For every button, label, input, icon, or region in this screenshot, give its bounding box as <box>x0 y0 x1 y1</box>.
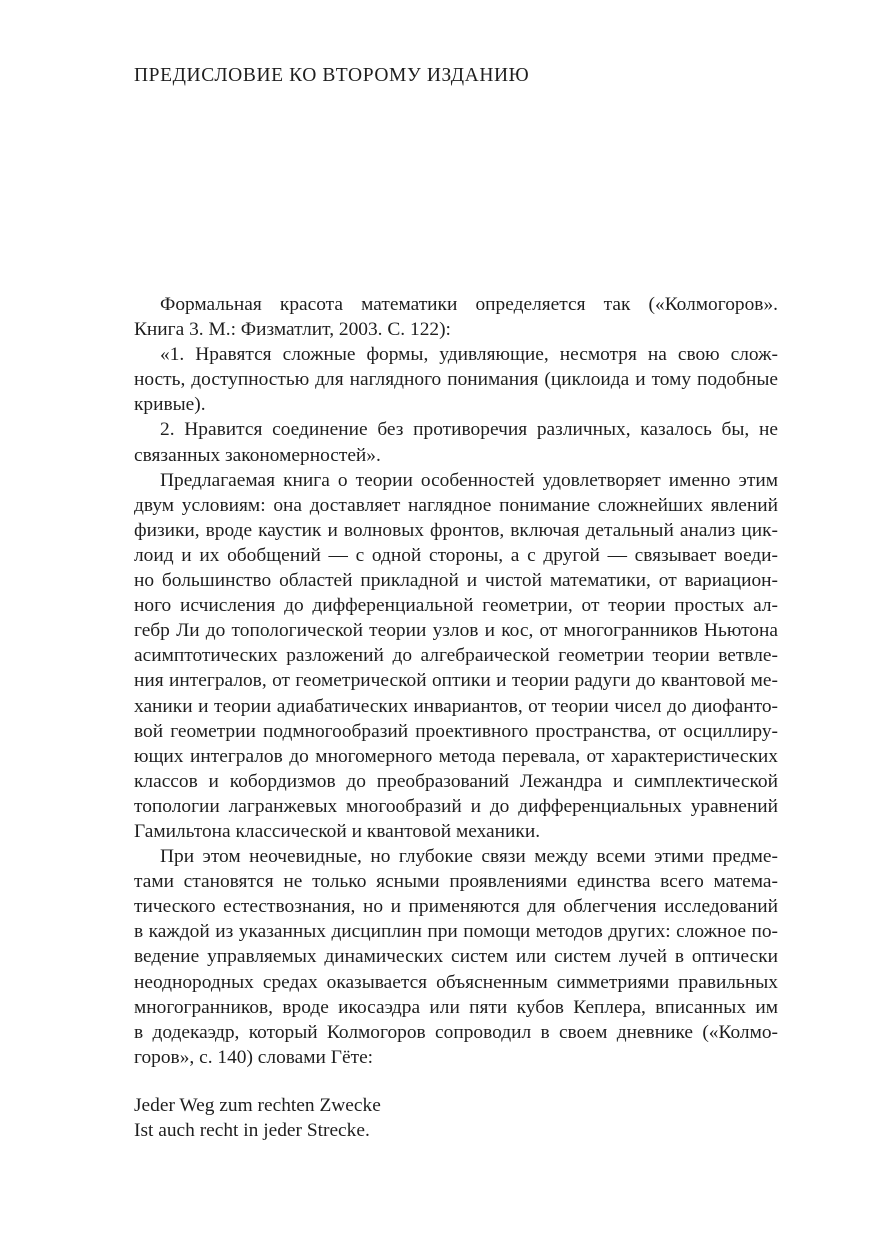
text-line: горов», с. 140) словами Гёте: <box>134 1046 374 1068</box>
text-line: При этом неочевидные, но глубокие связи между всеми этими предме- <box>160 846 778 868</box>
text-line: 2. Нравится соединение без противоречия различных, казалось бы, не <box>160 419 778 441</box>
text-line: двум условиям: она доставляет наглядное понимание сложнейших явлений <box>134 494 778 516</box>
text-line: но большинство областей прикладной и чистой математики, от вариацион- <box>134 570 778 592</box>
text-line: лоид и их обобщений — с одной стороны, а с другой — связывает воеди- <box>134 544 778 566</box>
text-line: асимптотических разложений до алгебраической геометрии теории ветвле- <box>134 645 778 667</box>
text-line: гебр Ли до топологической теории узлов и кос, от многогранников Ньютона <box>134 620 778 642</box>
text-line: кривые). <box>134 394 206 416</box>
poem-quote <box>134 1093 381 1143</box>
text-line: ного исчисления до дифференциальной геометрии, от теории простых ал- <box>134 595 778 617</box>
text-line: Гамильтона классической и квантовой механики. <box>134 820 541 842</box>
text-line: физики, вроде каустик и волновых фронтов, включая детальный анализ цик- <box>134 519 778 541</box>
preface-body <box>134 292 778 1070</box>
text-line: ность, доступностью для наглядного понимания (циклоида и тому подобные <box>134 369 778 391</box>
text-line: в додекаэдр, который Колмогоров сопроводил в своем дневнике («Колмо- <box>134 1021 778 1043</box>
text-line: тического естествознания, но и применяются для облегчения исследований <box>134 896 778 918</box>
text-line: Формальная красота математики определяется так («Колмогоров». <box>160 294 778 315</box>
text-line: в каждой из указанных дисциплин при помощи методов других: сложное по- <box>134 921 778 943</box>
text-line: «1. Нравятся сложные формы, удивляющие, несмотря на свою слож- <box>160 344 778 366</box>
text-line: ющих интегралов до многомерного метода перевала, от характеристических <box>134 745 778 767</box>
paragraph <box>134 342 778 417</box>
paragraph <box>134 417 778 467</box>
text-line: ведение управляемых динамических систем или систем лучей в оптически <box>134 946 778 968</box>
text-line: тами становятся не только ясными проявлениями единства всего матема- <box>134 871 778 893</box>
text-line: связанных закономерностей». <box>134 444 381 466</box>
text-line: ханики и теории адиабатических инвариантов, от теории чисел до диофанто- <box>134 695 778 717</box>
text-line: классов и кобордизмов до преобразований Лежандра и симплектической <box>134 770 778 792</box>
text-line: Книга 3. М.: Физматлит, 2003. С. 122): <box>134 319 451 341</box>
text-line: неоднородных средах оказывается объясненным симметриями правильных <box>134 971 778 993</box>
text-line: топологии лагранжевых многообразий и до дифференциальных уравнений <box>134 795 778 817</box>
poem-line: Jeder Weg zum rechten Zwecke <box>134 1095 381 1116</box>
text-line: ния интегралов, от геометрической оптики и теории радуги до квантовой ме- <box>134 670 778 692</box>
paragraph <box>134 292 778 342</box>
paragraph <box>134 844 778 1070</box>
poem-line: Ist auch recht in jeder Strecke. <box>134 1120 370 1142</box>
text-line: вой геометрии подмногообразий проективного пространства, от осциллиру- <box>134 720 778 742</box>
text-line: Предлагаемая книга о теории особенностей удовлетворяет именно этим <box>160 469 778 491</box>
book-page <box>134 0 778 1240</box>
paragraph <box>134 468 778 844</box>
page-heading: ПРЕДИСЛОВИЕ КО ВТОРОМУ ИЗДАНИЮ <box>134 65 530 86</box>
text-line: многогранников, вроде икосаэдра или пяти кубов Кеплера, вписанных им <box>134 996 778 1018</box>
